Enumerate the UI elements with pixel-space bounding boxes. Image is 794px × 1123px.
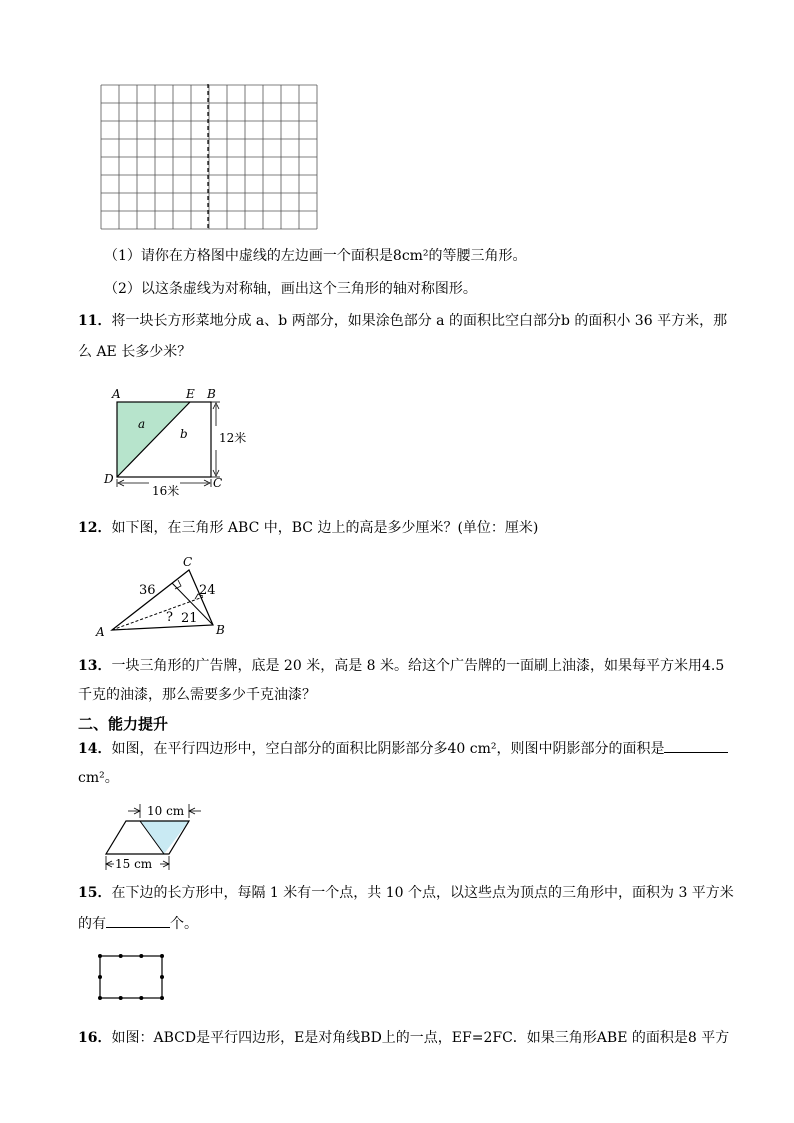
q12-label-A: A [96,625,105,639]
q11-label-D: D [104,472,114,486]
question-12-text: 如下图，在三角形 ABC 中，BC 边上的高是多少厘米？(单位：厘米) [111,520,539,536]
q12-label-B: B [216,623,225,637]
question-11-line-2: 么 AE 长多少米？ [78,344,192,360]
question-15-answer-blank[interactable] [106,913,170,928]
question-15-text-2b: 个。 [170,916,198,932]
q15-dot [119,954,123,958]
q15-dot [160,954,164,958]
q11-label-E: E [186,387,195,401]
q14-parallelogram-figure [100,798,210,876]
question-15-number: 15． [78,885,112,901]
q14-shaded-triangle [140,821,189,854]
q15-dot [98,954,102,958]
question-15-text-2a: 的有 [78,916,106,932]
question-12-line [78,518,538,538]
question-13-line-2: 千克的油漆，那么需要多少千克油漆？ [78,687,316,703]
q12-label-36: 36 [139,583,156,598]
question-15-line-2 [78,913,198,934]
question-13-line-1 [78,656,724,676]
q15-dot [139,996,143,1000]
q15-dot [160,975,164,979]
q12-label-C: C [183,555,193,569]
question-16-line-1 [78,1028,729,1048]
question-14-line-1 [78,738,728,759]
question-16-number: 16． [78,1030,112,1046]
q12-label-21: 21 [181,611,198,626]
q12-label-question: ? [166,610,173,625]
question-14-answer-blank[interactable] [664,738,728,753]
q12-triangle-figure [92,552,242,642]
q15-dot [98,975,102,979]
question-13-number: 13． [78,658,112,674]
q14-top-label: 10 cm [147,804,185,818]
question-11-text: 将一块长方形菜地分成 a、b 两部分，如果涂色部分 a 的面积比空白部分b 的面积小 36 平方米，那 [111,313,728,329]
q15-dotted-rectangle-figure [96,952,168,1002]
q11-label-B: B [207,387,216,401]
question-14-line-2: cm²。 [78,770,119,786]
q11-rectangle-figure [100,382,270,502]
q15-dot [139,954,143,958]
question-14-text: 如图，在平行四边形中，空白部分的面积比阴影部分多40 cm²，则图中阴影部分的面积是 [111,741,665,757]
question-15-line-1 [78,883,734,903]
q11-width-label: 16米 [152,484,180,498]
grid-sub-question-1: （1）请你在方格图中虚线的左边画一个面积是8cm²的等腰三角形。 [104,248,527,264]
grid-sub-question-2: （2）以这条虚线为对称轴，画出这个三角形的轴对称图形。 [104,281,477,297]
q12-label-24: 24 [199,583,216,598]
q15-dot [160,996,164,1000]
question-12-number: 12． [78,520,112,536]
q11-height-label: 12米 [219,431,247,445]
grid-figure [100,84,318,230]
q15-dot [98,996,102,1000]
question-15-text: 在下边的长方形中，每隔 1 米有一个点，共 10 个点，以这些点为顶点的三角形中，面积为 3 平方米 [111,885,734,901]
question-14-number: 14． [78,741,112,757]
q11-label-A: A [112,387,121,401]
question-16-text: 如图：ABCD是平行四边形，E是对角线BD上的一点，EF=2FC．如果三角形ABE 的面积是8 平方 [111,1030,730,1046]
question-11-number: 11． [78,313,112,329]
q14-bottom-label: 15 cm [115,857,153,871]
q11-label-a: a [138,417,146,431]
q11-label-b: b [180,427,188,441]
question-11-line-1 [78,311,727,331]
section-2-heading: 二、能力提升 [78,715,169,733]
q11-label-C: C [213,476,223,490]
q15-dot [119,996,123,1000]
question-13-text: 一块三角形的广告牌，底是 20 米，高是 8 米。给这个广告牌的一面刷上油漆，如果每平方米用4.5 [111,658,725,674]
